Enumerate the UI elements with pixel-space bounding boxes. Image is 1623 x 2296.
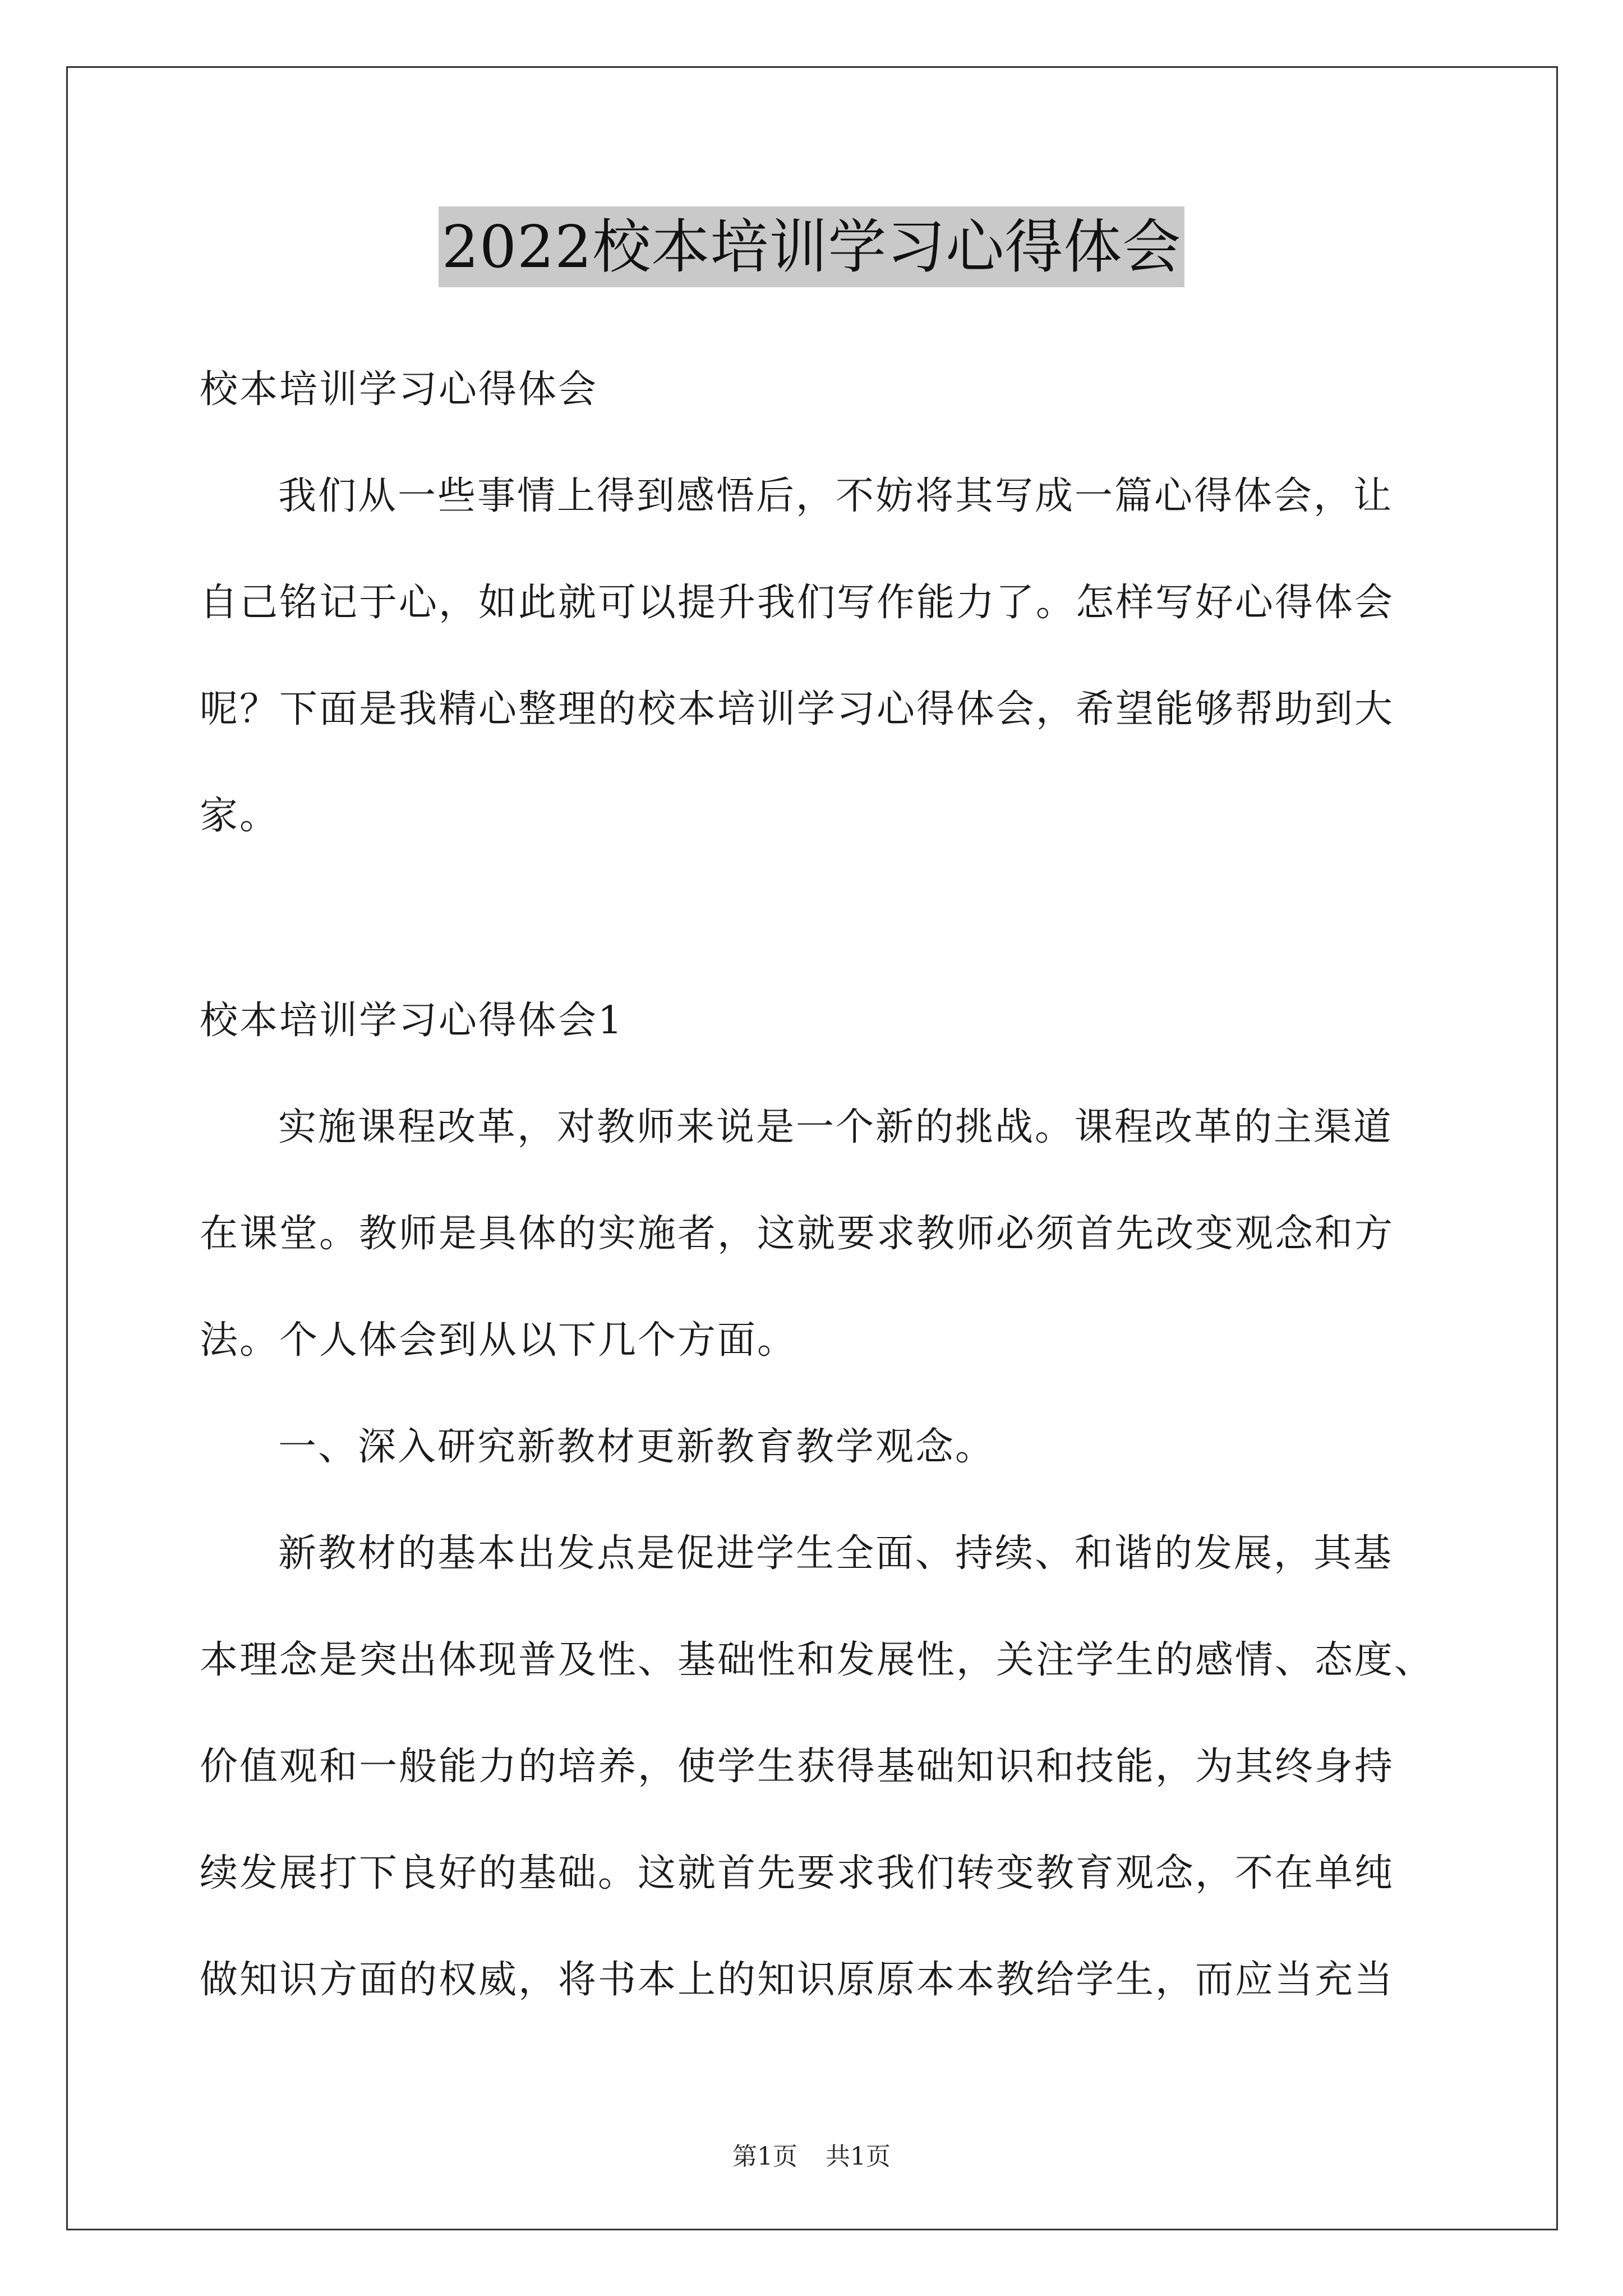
intro-paragraph-line: 呢？下面是我精心整理的校本培训学习心得体会，希望能够帮助到大 [200, 687, 1395, 731]
section-paragraph-line: 新教材的基本出发点是促进学生全面、持续、和谐的发展，其基 [278, 1531, 1394, 1576]
intro-paragraph-line: 家。 [200, 794, 280, 838]
title-container [0, 206, 1623, 287]
total-pages: 共1页 [826, 2142, 891, 2171]
document-body [200, 337, 1467, 869]
intro-paragraph-line: 我们从一些事情上得到感悟后，不妨将其写成一篇心得体会，让 [278, 474, 1394, 518]
section-paragraph-line: 续发展打下良好的基础。这就首先要求我们转变教育观念，不在单纯 [200, 1851, 1395, 1895]
section-paragraph-line: 在课堂。教师是具体的实施者，这就要求教师必须首先改变观念和方 [200, 1212, 1395, 1256]
page-number: 第1页 [732, 2142, 797, 2171]
intro-heading: 校本培训学习心得体会 [200, 367, 598, 412]
section-paragraph-line: 做知识方面的权威，将书本上的知识原原本本教给学生，而应当充当 [200, 1958, 1395, 2002]
section-paragraph-line: 实施课程改革，对教师来说是一个新的挑战。课程改革的主渠道 [278, 1105, 1394, 1149]
section-paragraph-line: 价值观和一般能力的培养，使学生获得基础知识和技能，为其终身持 [200, 1745, 1395, 1789]
section-1 [200, 968, 1467, 2033]
intro-paragraph-line: 自己铭记于心，如此就可以提升我们写作能力了。怎样写好心得体会 [200, 581, 1395, 625]
point-heading: 一、深入研究新教材更新教育教学观念。 [278, 1425, 995, 1469]
document-title: 2022校本培训学习心得体会 [439, 206, 1185, 287]
section-paragraph-line: 法。个人体会到从以下几个方面。 [200, 1318, 797, 1363]
page-footer [0, 2136, 1623, 2172]
section-heading: 校本培训学习心得体会1 [200, 999, 624, 1043]
section-paragraph-line: 本理念是突出体现普及性、基础性和发展性，关注学生的感情、态度、 [200, 1638, 1435, 1682]
